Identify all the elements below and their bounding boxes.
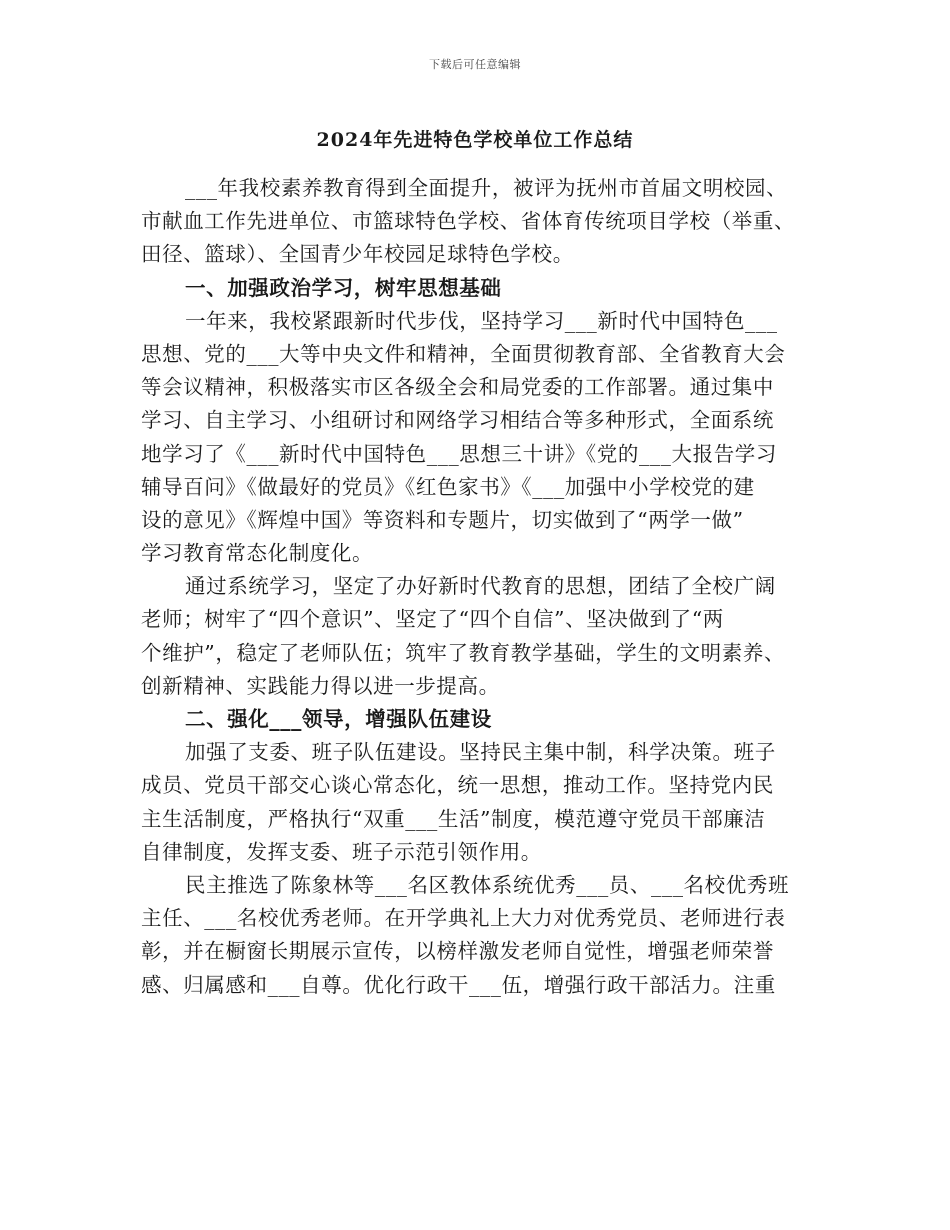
body-text-line: ___年我校素养教育得到全面提升，被评为抚州市首届文明校园、 [185,176,788,200]
page-header-note: 下载后可任意编辑 [429,58,521,71]
body-text-line: 辅导百问》《做最好的党员》《红色家书》《___加强中小学校党的建 [141,474,755,499]
body-text-line: 感、归属感和___自尊。优化行政干___伍，增强行政干部活力。注重 [141,972,776,997]
body-text-line: 个维护”，稳定了老师队伍；筑牢了教育教学基础，学生的文明素养、 [141,640,786,665]
section-heading: 一、加强政治学习，树牢思想基础 [185,275,502,300]
body-text-line: 老师；树牢了“四个意识”、坚定了“四个自信”、坚决做到了“两 [141,607,724,632]
body-text-line: 一年来，我校紧跟新时代步伐，坚持学习___新时代中国特色___ [185,308,778,333]
document-title: 2024年先进特色学校单位工作总结 [316,129,634,151]
body-text-line: 自律制度，发挥支委、班子示范引领作用。 [141,839,542,864]
body-text-line: 田径、篮球）、全国青少年校园足球特色学校。 [141,242,574,267]
body-text-line: 市献血工作先进单位、市篮球特色学校、省体育传统项目学校（举重、 [141,209,796,234]
body-text-line: 主生活制度，严格执行“双重___生活”制度，模范遵守党员干部廉洁 [141,806,766,831]
body-text-line: 主任、___名校优秀老师。在开学典礼上大力对优秀党员、老师进行表 [141,906,786,931]
body-text-line: 彰，并在橱窗长期展示宣传，以榜样激发老师自觉性，增强老师荣誉 [141,939,774,964]
body-text-line: 创新精神、实践能力得以进一步提高。 [141,673,500,698]
section-heading: 二、强化___领导，增强队伍建设 [185,707,492,731]
body-text-line: 学习、自主学习、小组研讨和网络学习相结合等多种形式，全面系统 [141,408,774,433]
body-text-line: 民主推选了陈象林等___名区教体系统优秀___员、___名校优秀班 [185,872,790,897]
body-text-line: 设的意见》《辉煌中国》等资料和专题片，切实做到了“两学一做” [141,507,744,532]
body-text-line: 加强了支委、班子队伍建设。坚持民主集中制，科学决策。班子 [185,740,776,765]
body-text-line: 思想、党的___大等中央文件和精神，全面贯彻教育部、全省教育大会 [141,341,786,366]
body-text-line: 通过系统学习，坚定了办好新时代教育的思想，团结了全校广阔 [185,574,776,599]
body-text-line: 等会议精神，积极落实市区各级全会和局党委的工作部署。通过集中 [141,375,774,400]
body-text-line: 学习教育常态化制度化。 [141,541,374,566]
body-text-line: 地学习了《___新时代中国特色___思想三十讲》《党的___大报告学习 [141,441,777,466]
document-body [141,172,831,1002]
body-text-line: 成员、党员干部交心谈心常态化，统一思想，推动工作。坚持党内民 [141,773,774,798]
